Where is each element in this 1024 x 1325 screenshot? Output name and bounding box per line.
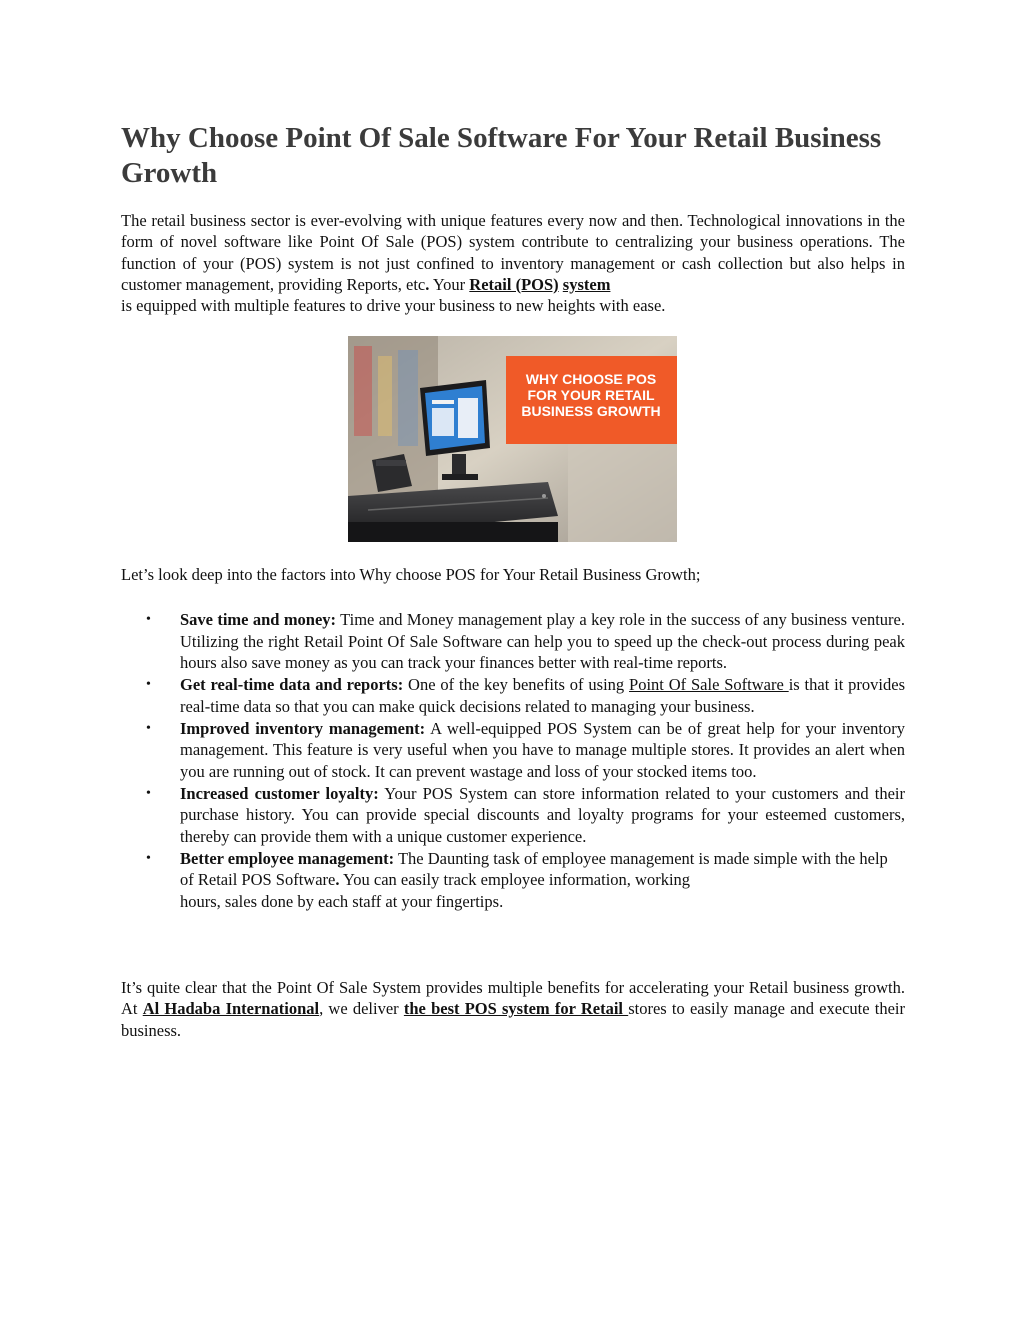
feature-title: Increased customer loyalty: xyxy=(180,783,379,803)
bullet: • xyxy=(146,785,151,801)
list-item xyxy=(121,783,905,848)
features-list xyxy=(121,609,905,913)
pos-banner-image xyxy=(348,336,677,542)
list-item xyxy=(121,848,905,913)
list-item xyxy=(121,609,905,674)
intro-period: . xyxy=(425,274,430,294)
bullet: • xyxy=(146,850,151,866)
closing-paragraph xyxy=(121,977,905,1041)
feature-text: Time and Money management play a key role in the success of any business venture. Utilizing the right Retail Point Of Sale Software can help you to speed up the check-out process during peak hours also save money as you can track your finances better with real-time reports. xyxy=(180,610,905,673)
banner-line-3: BUSINESS GROWTH xyxy=(521,403,661,419)
bullet: • xyxy=(146,612,151,627)
intro-text: The retail business sector is ever-evolving with unique features every now and then. Technological innovations in the form of novel software like Point Of Sale (POS) system contribute to centralizing your business operations. The function of your (POS) system is not just confined to inventory management or cash collection but also helps in customer management, providing Reports, etc xyxy=(121,211,905,294)
system-link[interactable]: system xyxy=(562,274,611,294)
feature-title: Get real-time data and reports: xyxy=(180,675,404,695)
pos-software-link[interactable]: Point Of Sale Software xyxy=(629,675,789,695)
intro-tail: is equipped with multiple features to drive your business to new heights with ease. xyxy=(121,296,666,316)
closing-text: , we deliver xyxy=(319,999,404,1019)
list-item xyxy=(121,718,905,783)
feature-text: is that it provides real-time data so that you can make quick decisions related to managing your business. xyxy=(180,675,905,716)
intro-your: Your xyxy=(429,274,470,294)
intro-paragraph xyxy=(121,210,905,316)
lead-sentence: Let’s look deep into the factors into Why choose POS for Your Retail Business Growth; xyxy=(121,565,701,584)
bullet: • xyxy=(146,720,151,736)
best-pos-link[interactable]: the best POS system for Retail xyxy=(403,999,629,1019)
feature-text: You can easily track employee information, working xyxy=(339,870,691,890)
bullet: • xyxy=(146,677,151,693)
retail-pos-link[interactable]: Retail (POS) xyxy=(469,274,559,294)
closing-text: It’s quite clear that the Point Of Sale System provides multiple benefits for accelerating your Retail business growth. At xyxy=(121,978,905,1019)
feature-period: . xyxy=(335,870,340,890)
closing-text: stores to easily manage and execute their business. xyxy=(121,999,906,1040)
feature-text: hours, sales done by each staff at your fingertips. xyxy=(180,892,504,912)
al-hadaba-link[interactable]: Al Hadaba International xyxy=(142,999,320,1019)
feature-text: One of the key benefits of using xyxy=(403,675,630,695)
feature-text: Your POS System can store information related to your customers and their purchase history. You can provide special discounts and loyalty programs for your esteemed customers, thereby can provide them with a unique customer experience. xyxy=(180,783,905,847)
banner-line-1: WHY CHOOSE POS xyxy=(525,371,657,387)
list-item xyxy=(121,674,905,717)
feature-title: Save time and money: xyxy=(180,610,337,629)
banner-line-2: FOR YOUR RETAIL xyxy=(527,387,655,403)
feature-text: A well-equipped POS System can be of great help for your inventory management. This feature is very useful when you have to manage multiple stores. It provides an alert when you are running out of stock. It can prevent wastage and loss of your stocked items too. xyxy=(180,718,906,781)
feature-title: Improved inventory management: xyxy=(180,718,426,738)
feature-text: The Daunting task of employee management is made simple with the help of Retail POS Software xyxy=(180,848,888,890)
feature-title: Better employee management: xyxy=(180,848,395,868)
page-title: Why Choose Point Of Sale Software For Your Retail Business Growth xyxy=(121,122,882,189)
